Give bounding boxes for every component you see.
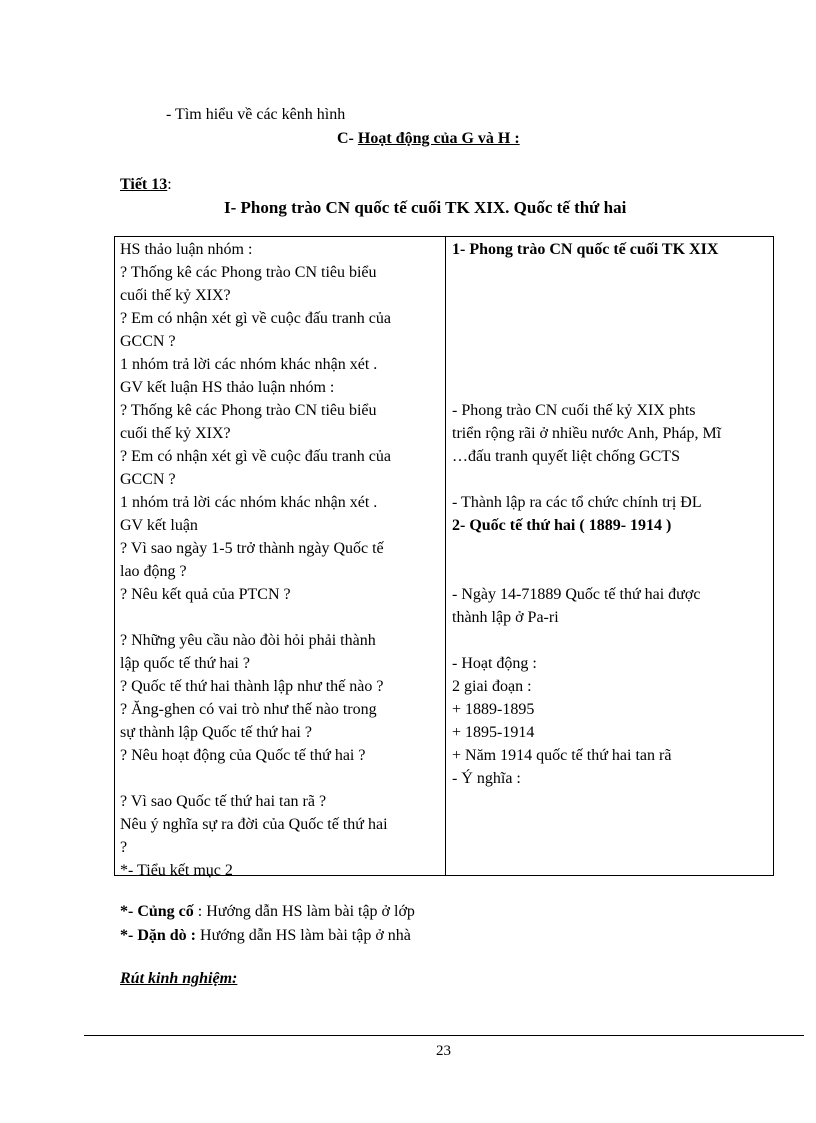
lesson-label-text: Tiết 13	[120, 176, 168, 193]
left-line: lao động ?	[120, 563, 187, 580]
left-line: ? Nêu hoạt động của Quốc tế thứ hai ?	[120, 747, 366, 764]
right-line: - Thành lập ra các tổ chức chính trị ĐL	[452, 494, 702, 511]
left-line: 1 nhóm trả lời các nhóm khác nhận xét .	[120, 494, 378, 511]
right-line: + Năm 1914 quốc tế thứ hai tan rã	[452, 747, 672, 764]
table-divider	[445, 237, 446, 875]
left-line: ? Em có nhận xét gì về cuộc đấu tranh của	[120, 310, 391, 327]
activity-table	[114, 236, 774, 879]
right-line: 2 giai đoạn :	[452, 678, 532, 695]
homework-label: *- Dặn dò :	[120, 927, 197, 944]
left-line: Nêu ý nghĩa sự ra đời của Quốc tế thứ hai	[120, 816, 388, 833]
lesson-label-colon: :	[167, 176, 172, 193]
intro-line: - Tìm hiểu về các kênh hình	[166, 106, 346, 123]
right-line: - Ý nghĩa :	[452, 770, 521, 787]
left-line: ?	[120, 839, 128, 856]
lesson-label	[120, 174, 172, 196]
left-line: ? Nêu kết quả của PTCN ?	[120, 586, 291, 603]
consolidate-text: : Hướng dẫn HS làm bài tập ở lớp	[193, 903, 415, 920]
section-c-prefix: C-	[337, 130, 358, 147]
right-line: - Phong trào CN cuối thế kỷ XIX phts	[452, 402, 696, 419]
consolidate-label: *- Củng cố	[120, 903, 194, 920]
left-line: ? Ăng-ghen có vai trò như thế nào trong	[120, 701, 377, 718]
left-line: sự thành lập Quốc tế thứ hai ?	[120, 724, 312, 741]
section-c-title: Hoạt động của G và H :	[357, 130, 520, 147]
left-line: 1 nhóm trả lời các nhóm khác nhận xét .	[120, 356, 378, 373]
right-line: + 1895-1914	[452, 724, 535, 741]
left-line: GV kết luận	[120, 517, 198, 534]
footer-rule	[84, 1035, 804, 1036]
left-line: *- Tiểu kết mục 2	[120, 862, 233, 879]
consolidate-line	[120, 901, 415, 923]
right-line: + 1889-1895	[452, 701, 535, 718]
right-heading-1: 1- Phong trào CN quốc tế cuối TK XIX	[452, 241, 719, 258]
left-line: GV kết luận HS thảo luận nhóm :	[120, 379, 335, 396]
left-line: ? Thống kê các Phong trào CN tiêu biểu	[120, 402, 377, 419]
left-line: ? Vì sao ngày 1-5 trở thành ngày Quốc tế	[120, 540, 384, 557]
right-line: …đấu tranh quyết liệt chống GCTS	[452, 448, 680, 465]
left-line: ? Em có nhận xét gì về cuộc đấu tranh của	[120, 448, 391, 465]
left-line: lập quốc tế thứ hai ?	[120, 655, 250, 672]
right-line: - Hoạt động :	[452, 655, 537, 672]
right-line: thành lập ở Pa-ri	[452, 609, 559, 626]
left-line: GCCN ?	[120, 333, 176, 350]
homework-line	[120, 925, 411, 947]
experience-heading: Rút kinh nghiệm:	[120, 970, 238, 987]
left-line: ? Vì sao Quốc tế thứ hai tan rã ?	[120, 793, 327, 810]
left-line: HS thảo luận nhóm :	[120, 241, 253, 258]
left-line: GCCN ?	[120, 471, 176, 488]
left-line: ? Thống kê các Phong trào CN tiêu biểu	[120, 264, 377, 281]
right-line: - Ngày 14-71889 Quốc tế thứ hai được	[452, 586, 701, 603]
left-line: ? Quốc tế thứ hai thành lập như thế nào ?	[120, 678, 384, 695]
right-heading-2: 2- Quốc tế thứ hai ( 1889- 1914 )	[452, 517, 672, 534]
section-c-heading	[337, 128, 520, 150]
page-number: 23	[436, 1043, 451, 1059]
left-line: ? Những yêu cầu nào đòi hỏi phải thành	[120, 632, 376, 649]
homework-text: Hướng dẫn HS làm bài tập ở nhà	[196, 927, 411, 944]
heading-1: I- Phong trào CN quốc tế cuối TK XIX. Quốc tế thứ hai	[224, 198, 627, 217]
left-line: cuối thế kỷ XIX?	[120, 287, 231, 304]
right-line: triển rộng rãi ở nhiều nước Anh, Pháp, Mĩ	[452, 425, 722, 442]
left-line: cuối thế kỷ XIX?	[120, 425, 231, 442]
